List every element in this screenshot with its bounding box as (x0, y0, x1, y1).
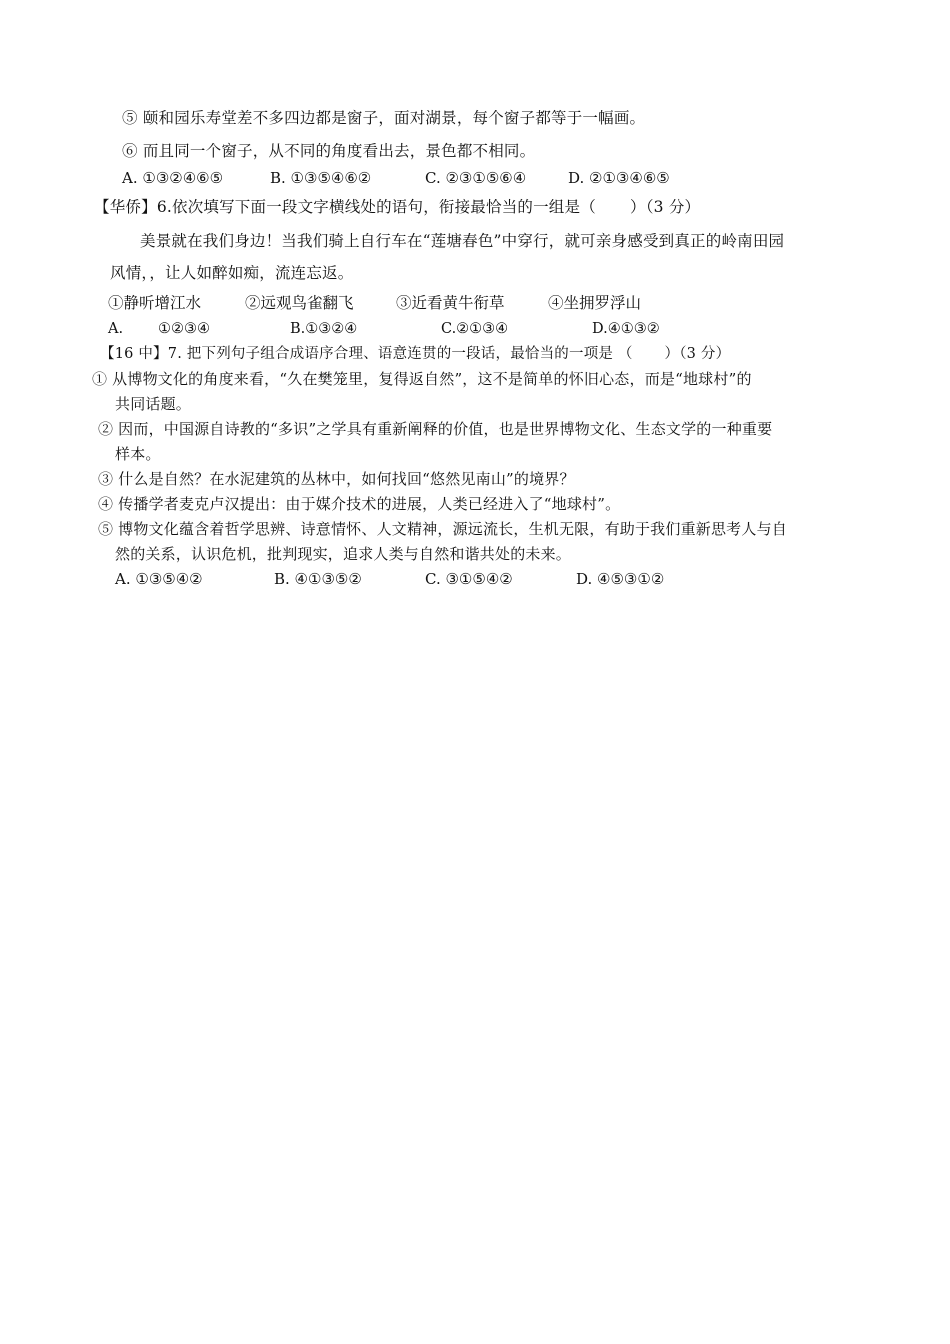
q7-source-tag: 【16 中】 (100, 346, 168, 362)
q6-stem-text: 6.依次填写下面一段文字横线处的语句，衔接最恰当的一组是（ (156, 198, 596, 216)
q5-option-c: C. ②③①⑤⑥④ (425, 169, 527, 187)
q6-choice-3: ③近看黄牛衔草 (396, 294, 505, 312)
q6-choice-4: ④坐拥罗浮山 (548, 294, 642, 312)
q7-option-c: C. ③①⑤④② (425, 570, 513, 588)
q6-stem (94, 197, 700, 217)
q7-sentence-1-line-1: ① 从博物文化的角度来看，“久在樊笼里，复得返自然”，这不是简单的怀旧心态，而是“地球村”的 (92, 370, 752, 388)
q6-passage-line-1: 美景就在我们身边！当我们骑上自行车在“莲塘春色”中穿行，就可亲身感受到真正的岭南田园 (140, 232, 785, 250)
q6-passage-line-2: 风情，，让人如醉如痴，流连忘返。 (110, 264, 354, 282)
q6-option-b: B.①③②④ (290, 321, 358, 337)
q5-option-b: B. ①③⑤④⑥② (270, 169, 372, 187)
q7-sentence-5-line-1: ⑤ 博物文化蕴含着哲学思辨、诗意情怀、人文精神，源远流长，生机无限，有助于我们重新思考人与自 (98, 520, 787, 538)
q6-option-d: D.④①③② (592, 321, 660, 337)
q7-sentence-2-line-1: ② 因而，中国源自诗教的“多识”之学具有重新阐释的价值，也是世界博物文化、生态文学的一种重要 (98, 420, 773, 438)
q7-option-d: D. ④⑤③①② (576, 570, 665, 588)
q6-choice-2: ②远观鸟雀翻飞 (245, 294, 354, 312)
q7-sentence-2-line-2: 样本。 (115, 445, 161, 463)
q7-stem-tail: ）（3 分） (664, 346, 731, 362)
q7-sentence-1-line-2: 共同话题。 (115, 395, 192, 413)
q5-item-6: ⑥ 而且同一个窗子，从不同的角度看出去，景色都不相同。 (122, 142, 536, 160)
q5-option-a: A. ①③②④⑥⑤ (122, 169, 224, 187)
q7-stem-text: 7. 把下列句子组合成语序合理、语意连贯的一段话，最恰当的一项是 （ (167, 346, 633, 362)
q6-option-c: C.②①③④ (441, 321, 509, 337)
q7-sentence-4: ④ 传播学者麦克卢汉提出：由于媒介技术的进展，人类已经进入了“地球村”。 (98, 495, 621, 513)
q7-sentence-5-line-2: 然的关系，认识危机，批判现实，追求人类与自然和谐共处的未来。 (115, 545, 572, 563)
q6-option-a: A. (108, 321, 124, 337)
q7-sentence-3: ③ 什么是自然？在水泥建筑的丛林中，如何找回“悠然见南山”的境界？ (98, 470, 575, 488)
q6-source-tag: 【华侨】 (94, 198, 157, 216)
q6-option-a-value: ①②③④ (158, 321, 210, 337)
q5-item-5: ⑤ 颐和园乐寿堂差不多四边都是窗子，面对湖景，每个窗子都等于一幅画。 (122, 109, 646, 127)
q7-option-a: A. ①③⑤④② (115, 570, 203, 588)
q7-option-b: B. ④①③⑤② (274, 570, 362, 588)
q5-option-d: D. ②①③④⑥⑤ (568, 169, 670, 187)
q6-choice-1: ①静听增江水 (108, 294, 202, 312)
q7-stem (100, 344, 730, 364)
q6-stem-tail: ）（3 分） (630, 198, 701, 216)
